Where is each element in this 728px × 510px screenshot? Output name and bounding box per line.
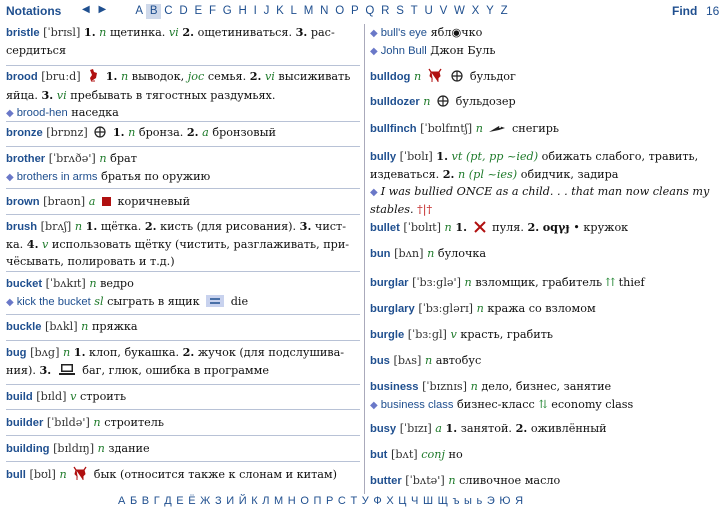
translation: снегирь <box>512 122 559 135</box>
entry-builder <box>6 414 360 432</box>
letter-link-j[interactable]: J <box>263 5 270 17</box>
part-of-speech: v <box>450 328 457 341</box>
headword[interactable]: burglar <box>370 277 409 289</box>
cyrillic-letter-link[interactable]: О <box>300 495 309 507</box>
letter-link-c[interactable]: C <box>164 5 173 17</box>
cyrillic-letter-link[interactable]: Р <box>325 495 334 507</box>
letter-link-d[interactable]: D <box>179 5 188 17</box>
example-translation: ябл◉чко <box>430 26 483 39</box>
sense-number: 1. <box>455 220 467 234</box>
sense-number: 2. <box>182 25 195 39</box>
cyrillic-letter-link[interactable]: Й <box>238 495 247 507</box>
entry-bullet <box>370 219 722 238</box>
entry-bun <box>370 245 722 263</box>
find-link[interactable]: Find <box>672 4 698 18</box>
cyrillic-letter-link[interactable]: З <box>214 495 222 507</box>
entry-brown <box>6 193 360 211</box>
entry-divider <box>6 409 360 410</box>
part-of-speech: n <box>59 468 67 481</box>
equals-synonym-icon <box>206 295 224 312</box>
bull-icon <box>73 466 87 485</box>
translation: выводок, <box>131 70 185 83</box>
sense-number: 2. <box>515 421 528 435</box>
translation: взломщик, грабитель <box>475 276 603 289</box>
sense-number: 1. <box>436 149 448 163</box>
entry-brother <box>6 150 360 186</box>
part-of-speech: n <box>470 380 478 393</box>
headword[interactable]: burglary <box>370 303 415 315</box>
part-of-speech: n <box>444 221 452 234</box>
part-of-speech: n <box>121 70 129 83</box>
cyrillic-letter-link[interactable]: Т <box>350 495 358 507</box>
translation: обидчик, задира <box>520 168 619 181</box>
entry-build <box>6 388 360 406</box>
entry-bulldog <box>370 68 722 87</box>
top-navigation-bar <box>0 0 728 22</box>
transcription: [ˈbɜːgl] <box>407 328 447 341</box>
transcription: [bʊl] <box>29 468 56 481</box>
example-translation: братья по оружию <box>101 170 211 183</box>
translation: строить <box>79 390 127 403</box>
letter-link-s[interactable]: S <box>396 5 404 17</box>
headword[interactable]: butter <box>370 475 402 487</box>
headword[interactable]: brown <box>6 196 40 208</box>
sense-number: 2. <box>182 345 195 359</box>
cyrillic-letter-link[interactable]: С <box>337 495 346 507</box>
entry-business <box>370 378 722 414</box>
cyrillic-letter-link[interactable]: Я <box>515 495 524 507</box>
part-of-speech: n <box>423 95 431 108</box>
headword[interactable]: bulldozer <box>370 96 420 108</box>
entry-butter <box>370 472 722 490</box>
entry-divider <box>6 461 360 462</box>
transcription: [braʊn] <box>43 195 86 208</box>
example-phrase[interactable]: kick the bucket <box>16 296 91 308</box>
sense-number: 3. <box>299 219 312 233</box>
letter-link-f[interactable]: F <box>208 5 216 17</box>
transcription: [ˈbʊlɪt] <box>403 221 441 234</box>
entry-buckle <box>6 318 360 336</box>
letter-link-t[interactable]: T <box>410 5 418 17</box>
entry-divider <box>6 435 360 436</box>
headword[interactable]: brother <box>6 153 46 165</box>
translation: пребывать в тягостных раздумьях. <box>70 89 276 102</box>
transcription: [ˈbɜːglə'] <box>412 276 461 289</box>
sense-number: 1. <box>105 69 118 83</box>
headword[interactable]: bully <box>370 151 397 163</box>
cyrillic-letter-link[interactable]: Ц <box>398 495 407 507</box>
letter-link-n[interactable]: N <box>320 5 329 17</box>
part-of-speech: n <box>475 122 483 135</box>
transcription: [bruːd] <box>41 70 81 83</box>
entry-bristle <box>6 24 360 59</box>
translation: но <box>448 448 463 461</box>
letter-link-l[interactable]: L <box>290 5 297 17</box>
letter-link-k[interactable]: K <box>276 5 284 17</box>
part-of-speech: n <box>413 70 422 83</box>
transcription: [ˈbɪldə'] <box>46 416 90 429</box>
translation: строитель <box>104 416 165 429</box>
translation: • кружок <box>573 221 629 234</box>
example-phrase[interactable]: bull's eye <box>380 27 427 39</box>
translation: высиживать яйца. <box>6 70 351 102</box>
translation: занятой. <box>460 422 512 435</box>
translation: кисть (для рисования). <box>160 220 297 233</box>
headword[interactable]: bristle <box>6 27 40 39</box>
sense-number: 3. <box>295 25 308 39</box>
letter-link-h[interactable]: H <box>238 5 247 17</box>
entry-divider <box>6 214 360 215</box>
cyrillic-letter-link[interactable]: У <box>361 495 369 507</box>
entry-divider <box>6 188 360 189</box>
sense-number: 3. <box>39 363 52 377</box>
letter-link-u[interactable]: U <box>424 5 433 17</box>
cyrillic-letter-link[interactable]: А <box>118 495 126 507</box>
sense-number: 1. <box>85 219 98 233</box>
letter-link-r[interactable]: R <box>381 5 390 17</box>
grammar-note: (pl <box>468 168 484 181</box>
sense-number: 1. <box>445 421 458 435</box>
translation: брат <box>110 152 137 165</box>
diamond-icon: ◆ <box>370 28 378 39</box>
crosshair-circle-icon <box>451 70 463 87</box>
headword[interactable]: burgle <box>370 329 405 341</box>
sense-number: 2. <box>527 220 540 234</box>
letter-link-p[interactable]: P <box>350 5 359 17</box>
cyrillic-letter-link[interactable]: Ю <box>499 495 511 507</box>
letter-link-z[interactable]: Z <box>500 5 508 17</box>
letter-link-e[interactable]: E <box>194 5 203 17</box>
diamond-icon: ◆ <box>370 400 378 411</box>
translation: пряжка <box>91 320 138 333</box>
cyrillic-letter-link[interactable]: И <box>226 495 235 507</box>
translation: бульдог <box>469 70 516 83</box>
translation: обижать слабого, травить, издеваться. <box>370 150 699 181</box>
cross-mark-icon <box>474 221 486 238</box>
antonym: economy class <box>551 398 634 411</box>
translation: щётка. <box>100 220 142 233</box>
transcription: [bʌkl] <box>45 320 78 333</box>
transcription: [bʌt] <box>390 448 418 461</box>
letter-link-o[interactable]: O <box>335 5 345 17</box>
entry-divider <box>6 314 360 315</box>
translation: ведро <box>100 277 134 290</box>
part-of-speech: vi <box>168 26 179 39</box>
sense-number: 1. <box>112 125 125 139</box>
letter-link-i[interactable]: I <box>253 5 257 17</box>
cyrillic-letter-link[interactable]: Ч <box>411 495 419 507</box>
entry-but <box>370 446 722 464</box>
headword[interactable]: business <box>370 381 419 393</box>
entry-bus <box>370 352 722 370</box>
cyrillic-letter-link[interactable]: ь <box>476 495 483 507</box>
part-of-speech: n <box>63 346 71 359</box>
entry-bull-continued <box>370 24 722 60</box>
letter-link-a[interactable]: A <box>135 5 144 17</box>
part-of-speech: vi <box>264 70 275 83</box>
translation: чист-ка. <box>6 220 347 251</box>
headword[interactable]: build <box>6 391 33 403</box>
cyrillic-letter-link[interactable]: Г <box>153 495 160 507</box>
translation: оживлённый <box>530 422 607 435</box>
cyrillic-letter-link[interactable]: Л <box>262 495 270 507</box>
cyrillic-letter-link[interactable]: ы <box>464 495 472 507</box>
headword[interactable]: buckle <box>6 321 42 333</box>
translation: семья. <box>207 70 247 83</box>
mirrored-word: оqγɟ <box>542 220 570 234</box>
cyrillic-letter-link[interactable]: Ё <box>188 495 196 507</box>
example-phrase[interactable]: brothers in arms <box>16 171 98 183</box>
cyrillic-letter-link[interactable]: П <box>313 495 322 507</box>
diamond-icon: ◆ <box>6 297 14 308</box>
transcription: [ˈbrɪsl] <box>43 26 81 39</box>
entry-bug <box>6 344 360 381</box>
cyrillic-letter-link[interactable]: Ж <box>200 495 211 507</box>
headword[interactable]: bronze <box>6 127 43 139</box>
example-translation: сыграть в ящик <box>107 295 200 308</box>
example-phrase[interactable]: business class <box>380 399 454 411</box>
part-of-speech: a <box>202 126 209 139</box>
headword[interactable]: bullet <box>370 222 400 234</box>
sense-number: 1. <box>73 345 86 359</box>
bull-icon <box>428 68 442 87</box>
part-of-speech: a <box>435 422 442 435</box>
example-phrase[interactable]: John Bull <box>380 45 427 57</box>
cyrillic-letter-link[interactable]: Ш <box>422 495 434 507</box>
color-swatch-icon <box>102 197 111 206</box>
transcription: [bʌs] <box>393 354 422 367</box>
synonym: thief <box>618 276 645 289</box>
transcription: [ˈbʌkɪt] <box>45 277 86 290</box>
entry-bull <box>6 466 360 485</box>
grammar-note: ~ies) <box>487 168 518 181</box>
letter-link-m[interactable]: M <box>303 5 314 17</box>
letter-link-x[interactable]: X <box>471 5 480 17</box>
translation: использовать щётку (чистить, разглаживать, при-чёсывать, полировать и т.д.) <box>6 238 350 268</box>
translation: дело, бизнес, занятие <box>481 380 612 393</box>
translation: пуля. <box>492 221 524 234</box>
translation: баг, глюк, ошибка в программе <box>82 364 269 377</box>
latin-alphabet-index <box>132 4 511 19</box>
transcription: [ˈbʌtə'] <box>405 474 445 487</box>
headword[interactable]: but <box>370 449 388 461</box>
diamond-icon: ◆ <box>6 172 14 183</box>
entry-divider <box>6 146 360 147</box>
part-of-speech: n <box>93 416 101 429</box>
translation: булочка <box>437 247 487 260</box>
entry-brush <box>6 218 360 270</box>
part-of-speech: n <box>81 320 89 333</box>
letter-link-g[interactable]: G <box>222 5 232 17</box>
example-translation: Джон Буль <box>430 44 496 57</box>
headword[interactable]: bull <box>6 469 26 481</box>
notations-link[interactable]: Notations <box>6 4 62 18</box>
letter-link-w[interactable]: W <box>454 5 465 17</box>
headword[interactable]: bun <box>370 248 391 260</box>
headword[interactable]: bullfinch <box>370 123 417 135</box>
translation: клоп, букашка. <box>89 346 180 359</box>
entry-divider <box>6 271 360 272</box>
transcription: [ˈbrʌðə'] <box>48 152 96 165</box>
sense-number: 2. <box>249 69 262 83</box>
part-of-speech: n <box>424 354 433 367</box>
cyrillic-letter-link[interactable]: Х <box>386 495 394 507</box>
part-of-speech: vi <box>56 89 67 102</box>
bottom-navigation-bar <box>0 492 728 510</box>
entry-burglar <box>370 274 722 292</box>
bird-icon <box>489 122 505 139</box>
sense-number: 2. <box>144 219 157 233</box>
entry-burgle <box>370 326 722 344</box>
translation: автобус <box>435 354 482 367</box>
cyrillic-letter-link[interactable]: Д <box>164 495 172 507</box>
letter-link-q[interactable]: Q <box>365 5 375 17</box>
sense-number: 3. <box>41 88 54 102</box>
grammar-note: ~ied) <box>506 150 539 163</box>
transcription: [bɪldɪŋ] <box>53 442 95 455</box>
entry-bucket <box>6 275 360 312</box>
page-number: 16 <box>706 4 720 18</box>
transcription: [ˈbɜːglərɪ] <box>418 302 474 315</box>
part-of-speech: v <box>42 238 49 251</box>
laptop-icon <box>58 364 76 381</box>
translation: красть, грабить <box>460 328 554 341</box>
sense-number: 2. <box>186 125 199 139</box>
headword[interactable]: bulldog <box>370 71 411 83</box>
entry-brood <box>6 68 360 122</box>
headword[interactable]: brood <box>6 71 38 83</box>
part-of-speech: n <box>476 302 484 315</box>
entry-burglary <box>370 300 722 318</box>
part-of-speech: n <box>89 277 97 290</box>
cyrillic-letter-link[interactable]: Щ <box>437 495 448 507</box>
diamond-icon: ◆ <box>370 187 378 198</box>
translation: бульдозер <box>455 95 516 108</box>
entry-divider <box>6 121 360 122</box>
translation: ощетиниваться. <box>197 26 293 39</box>
entry-divider <box>6 340 360 341</box>
transcription: [bʌn] <box>394 247 424 260</box>
entry-bully <box>370 148 722 218</box>
headword[interactable]: brush <box>6 221 38 233</box>
example-phrase[interactable]: brood-hen <box>16 107 68 119</box>
part-of-speech: v <box>70 390 77 403</box>
cyrillic-letter-link[interactable]: Е <box>176 495 184 507</box>
transcription: [bɪld] <box>36 390 67 403</box>
letter-link-y[interactable]: Y <box>486 5 494 17</box>
cyrillic-alphabet-index <box>118 494 528 507</box>
headword[interactable]: bus <box>370 355 390 367</box>
transcription: [ˈbʊlfɪntʃ] <box>420 122 473 135</box>
entry-divider <box>6 384 360 385</box>
headword[interactable]: busy <box>370 423 397 435</box>
hen-icon <box>87 68 99 87</box>
transcription: [bʌg] <box>30 346 60 359</box>
translation: бык (относится также к слонам и китам) <box>93 468 337 481</box>
prev-next-arrows[interactable]: ◀ ▶ <box>82 4 110 15</box>
dagger-mark: †|† <box>417 203 433 216</box>
part-of-speech: n <box>448 474 456 487</box>
example-translation: бизнес-класс <box>457 398 535 411</box>
headword[interactable]: building <box>6 443 50 455</box>
headword[interactable]: bucket <box>6 278 43 290</box>
sense-number: 1. <box>83 25 96 39</box>
cyrillic-letter-link[interactable]: Ф <box>373 495 382 507</box>
sense-number: 4. <box>26 237 39 251</box>
part-of-speech: n <box>458 168 466 181</box>
part-of-speech: vt <box>451 150 463 163</box>
entry-bullfinch <box>370 120 722 139</box>
synonym: die <box>230 295 249 308</box>
cyrillic-letter-link[interactable]: ъ <box>452 495 460 507</box>
crosshair-circle-icon <box>437 95 449 112</box>
entry-busy <box>370 420 722 438</box>
cyrillic-letter-link[interactable]: М <box>274 495 284 507</box>
up-arrows-icon: ⇈ <box>605 276 616 289</box>
headword[interactable]: bug <box>6 347 27 359</box>
diamond-icon: ◆ <box>6 108 14 119</box>
transcription: [brɒnz] <box>46 126 88 139</box>
part-of-speech: n <box>427 247 435 260</box>
crosshair-circle-icon <box>94 126 106 143</box>
transcription: [ˈbɪzɪ] <box>399 422 432 435</box>
headword[interactable]: builder <box>6 417 44 429</box>
part-of-speech: n <box>464 276 472 289</box>
grammar-note: (pt, pp <box>465 150 504 163</box>
part-of-speech: n <box>128 126 136 139</box>
example-translation: наседка <box>71 106 119 119</box>
translation: бронзовый <box>212 126 276 139</box>
up-down-arrows-icon: ⇅ <box>538 398 548 411</box>
transcription: [brʌʃ] <box>40 220 72 233</box>
cyrillic-letter-link[interactable]: Н <box>287 495 296 507</box>
part-of-speech: a <box>88 195 96 208</box>
cyrillic-letter-link[interactable]: Б <box>129 495 138 507</box>
part-of-speech: n <box>99 152 107 165</box>
translation: жучок (для подслушива-ния). <box>6 346 345 377</box>
letter-link-b[interactable]: B <box>146 4 160 19</box>
entry-bronze <box>6 124 360 143</box>
part-of-speech: n <box>99 26 107 39</box>
transcription: [ˈbʊlɪ] <box>399 150 433 163</box>
cyrillic-letter-link[interactable]: В <box>141 495 150 507</box>
cyrillic-letter-link[interactable]: Э <box>486 495 495 507</box>
entry-bulldozer <box>370 93 722 112</box>
letter-link-v[interactable]: V <box>439 5 448 17</box>
part-of-speech: n <box>97 442 105 455</box>
sense-number: 2. <box>442 167 455 181</box>
part-of-speech: conj <box>421 448 445 461</box>
diamond-icon: ◆ <box>370 46 378 57</box>
translation: кража со взломом <box>487 302 596 315</box>
part-of-speech: joc <box>187 70 205 83</box>
entry-divider <box>6 65 360 66</box>
entry-building <box>6 440 360 458</box>
translation: щетинка. <box>109 26 166 39</box>
translation: коричневый <box>117 195 191 208</box>
translation: здание <box>108 442 150 455</box>
cyrillic-letter-link[interactable]: К <box>251 495 258 507</box>
translation: бронза. <box>138 126 184 139</box>
translation: сливочное масло <box>459 474 561 487</box>
column-divider <box>364 24 365 494</box>
transcription: [ˈbɪznɪs] <box>422 380 468 393</box>
translation: рас-сердиться <box>6 26 335 57</box>
example-sentence: I was bullied ONCE as a child. . . that man now cleans my stables. <box>370 185 710 216</box>
part-of-speech: n <box>74 220 83 233</box>
part-of-speech: sl <box>94 295 104 308</box>
